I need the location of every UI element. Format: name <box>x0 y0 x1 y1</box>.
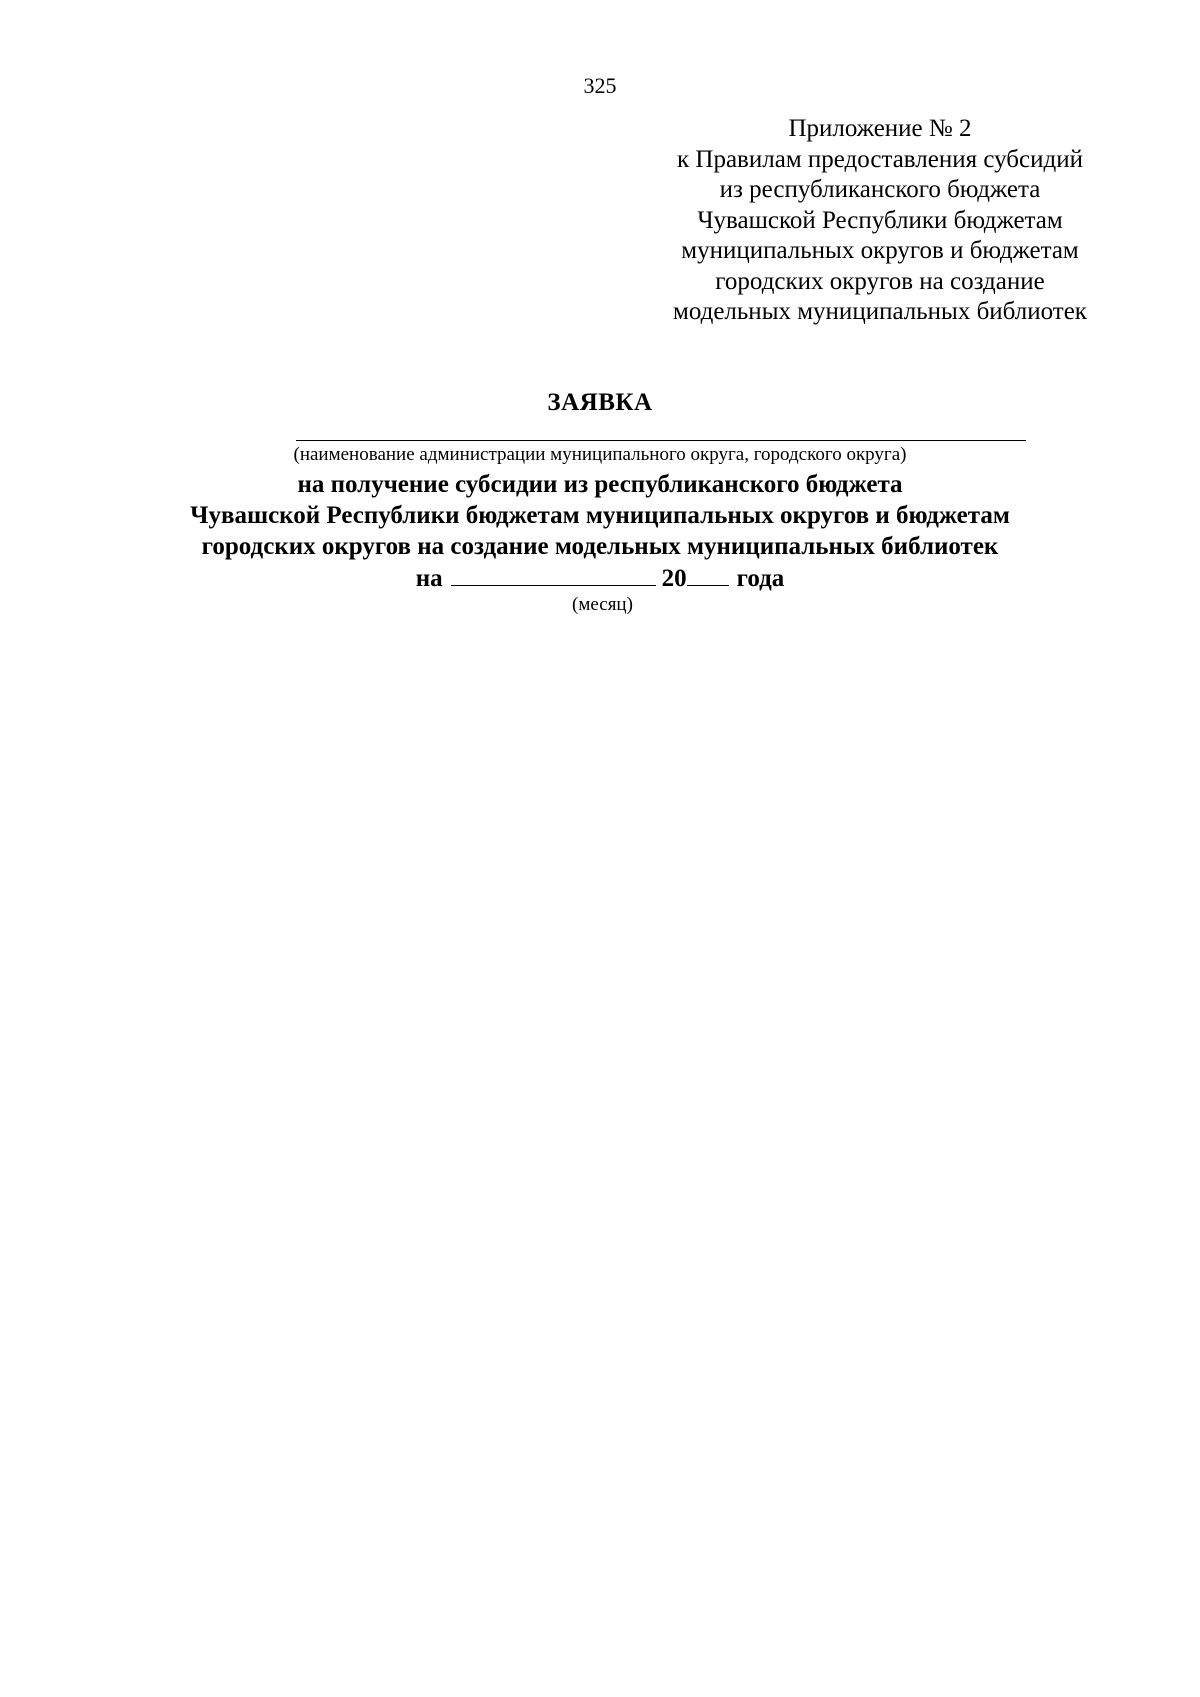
administration-name-caption: (наименование администрации муниципального округа, городского округа) <box>293 444 907 465</box>
year-prefix: 20 <box>661 565 687 592</box>
purpose-line: на получение субсидии из республиканского бюджета <box>297 471 903 498</box>
appendix-line: муниципальных округов и бюджетам <box>681 237 1079 264</box>
date-prefix: на <box>415 565 443 592</box>
appendix-line: к Правилам предоставления субсидий <box>677 145 1083 173</box>
appendix-line: из республиканского бюджета <box>719 176 1041 203</box>
purpose-line: городских округов на создание модельных муниципальных библиотек <box>201 533 999 560</box>
appendix-line: модельных муниципальных библиотек <box>673 298 1087 325</box>
application-purpose <box>0 469 1200 562</box>
purpose-line: Чувашской Республики бюджетам муниципальных округов и бюджетам <box>190 502 1010 529</box>
document-title: ЗАЯВКА <box>547 389 653 416</box>
page-number: 325 <box>583 73 617 98</box>
appendix-line: городских округов на создание <box>715 267 1045 295</box>
date-line <box>0 563 1200 594</box>
appendix-line: Чувашской Республики бюджетам <box>697 206 1063 234</box>
month-caption: (месяц) <box>572 594 633 615</box>
date-suffix: года <box>736 565 785 592</box>
appendix-header <box>640 114 1120 328</box>
administration-name-blank-line <box>296 440 1026 441</box>
month-blank-line <box>451 563 656 586</box>
year-blank-line <box>687 563 729 586</box>
appendix-line: Приложение № 2 <box>788 115 972 142</box>
